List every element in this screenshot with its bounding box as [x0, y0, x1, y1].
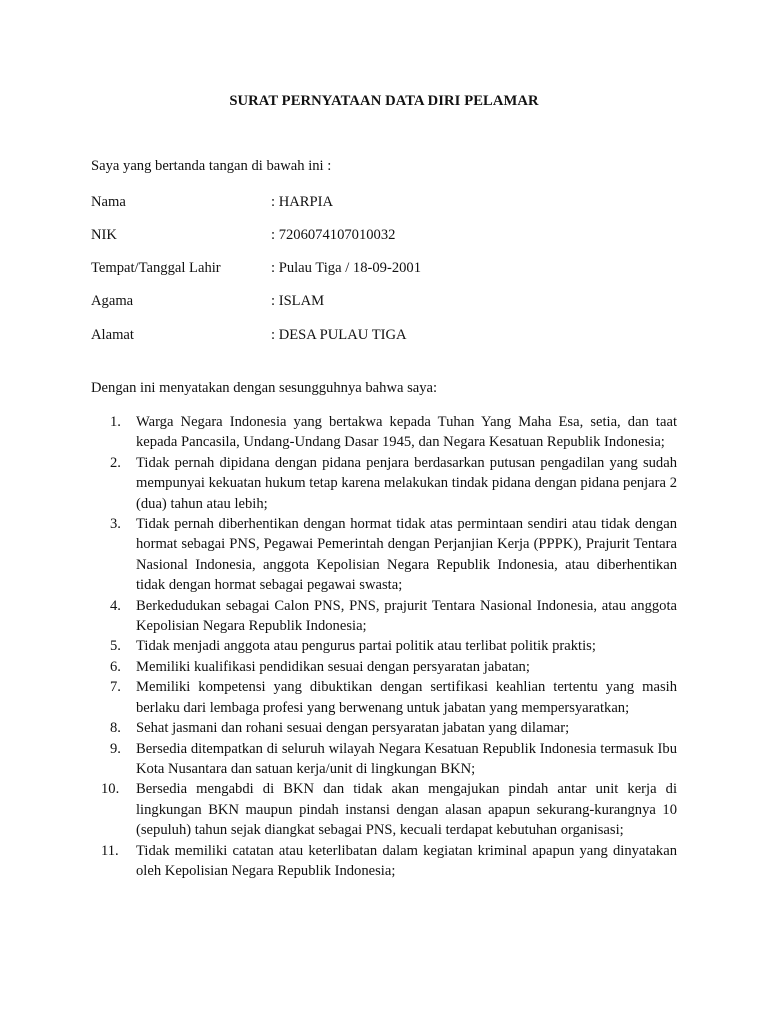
list-item-number: 11. [101, 842, 119, 859]
field-nik [91, 227, 691, 247]
list-item-number: 10. [101, 781, 120, 798]
list-item-number: 1. [110, 414, 121, 430]
list-item [91, 453, 677, 514]
list-item-text: Tidak menjadi anggota atau pengurus partai politik atau terlibat politik praktis; [136, 638, 596, 655]
field-label: Agama [91, 293, 134, 309]
list-item-text: Bersedia ditempatkan di seluruh wilayah Negara Kesatuan Republik Indonesia termasuk Ibu Kota Nusantara dan satuan kerja/unit di lingkungan BKN; [136, 740, 677, 777]
list-item [91, 657, 677, 677]
list-item [91, 514, 677, 596]
field-alamat [91, 327, 691, 347]
field-value: : ISLAM [271, 293, 325, 309]
list-item-text: Memiliki kualifikasi pendidikan sesuai dengan persyaratan jabatan; [136, 658, 530, 675]
list-item-text: Memiliki kompetensi yang dibuktikan dengan sertifikasi keahlian tertentu yang masih berlaku dari lembaga profesi yang berwenang untuk jabatan yang mempersyaratkan; [136, 679, 677, 716]
field-label: Tempat/Tanggal Lahir [91, 260, 221, 276]
intro-text: Saya yang bertanda tangan di bawah ini : [91, 158, 332, 174]
list-item-text: Tidak pernah diberhentikan dengan hormat tidak atas permintaan sendiri atau tidak dengan hormat sebagai PNS, Pegawai Pemerintah dengan Perjanjian Kerja (PPPK), Prajurit Tentara Nasional Indonesia, anggota Kepolisian Negara Republik Indonesia, atau diberhentikan tidak dengan hormat sebagai pegawai swasta; [136, 516, 677, 594]
list-item-text: Tidak pernah dipidana dengan pidana penjara berdasarkan putusan pengadilan yang sudah mempunyai kekuatan hukum tetap karena melakukan tindak pidana dengan pidana penjara 2 (dua) tahun atau lebih; [136, 454, 677, 512]
list-item [91, 636, 677, 656]
requirements-list [91, 412, 677, 881]
field-agama [91, 293, 691, 313]
document-title: SURAT PERNYATAAN DATA DIRI PELAMAR [229, 93, 539, 109]
list-item [91, 739, 677, 780]
list-item-text: Warga Negara Indonesia yang bertakwa kepada Tuhan Yang Maha Esa, setia, dan taat kepada Pancasila, Undang-Undang Dasar 1945, dan Negara Kesatuan Republik Indonesia; [136, 414, 677, 451]
field-nama [91, 194, 691, 214]
list-item-number: 8. [110, 720, 121, 737]
field-value: : 7206074107010032 [271, 227, 396, 243]
list-item-text: Sehat jasmani dan rohani sesuai dengan persyaratan jabatan yang dilamar; [136, 720, 570, 737]
field-label: NIK [91, 227, 117, 243]
list-item-text: Bersedia mengabdi di BKN dan tidak akan mengajukan pindah antar unit kerja di lingkungan BKN maupun pindah instansi dengan alasan apapun sekurang-kurangnya 10 (sepuluh) tahun sejak diangkat sebagai PNS, kecuali terdapat kebutuhan organisasi; [136, 781, 677, 839]
statement-text: Dengan ini menyatakan dengan sesungguhnya bahwa saya: [91, 380, 438, 396]
list-item-text: Tidak memiliki catatan atau keterlibatan dalam kegiatan kriminal apapun yang dinyatakan oleh Kepolisian Negara Republik Indonesia; [136, 842, 677, 879]
list-item-number: 7. [110, 679, 121, 696]
list-item [91, 779, 677, 840]
field-label: Alamat [91, 327, 134, 343]
list-item-number: 3. [110, 516, 121, 533]
list-item [91, 596, 677, 637]
field-value: : Pulau Tiga / 18-09-2001 [271, 260, 422, 276]
field-value: : DESA PULAU TIGA [271, 327, 407, 343]
list-item-number: 4. [110, 597, 121, 614]
list-item [91, 841, 677, 882]
list-item [91, 677, 677, 718]
list-item [91, 718, 677, 738]
field-label: Nama [91, 194, 126, 210]
list-item-number: 5. [110, 638, 121, 655]
list-item-number: 6. [110, 658, 121, 675]
list-item-text: Berkedudukan sebagai Calon PNS, PNS, prajurit Tentara Nasional Indonesia, atau anggota Kepolisian Negara Republik Indonesia; [136, 597, 677, 635]
field-value: : HARPIA [271, 194, 334, 210]
list-item-number: 9. [110, 740, 121, 757]
list-item-number: 2. [110, 454, 121, 471]
list-item [91, 412, 677, 453]
field-tempat-tanggal-lahir [91, 260, 691, 280]
